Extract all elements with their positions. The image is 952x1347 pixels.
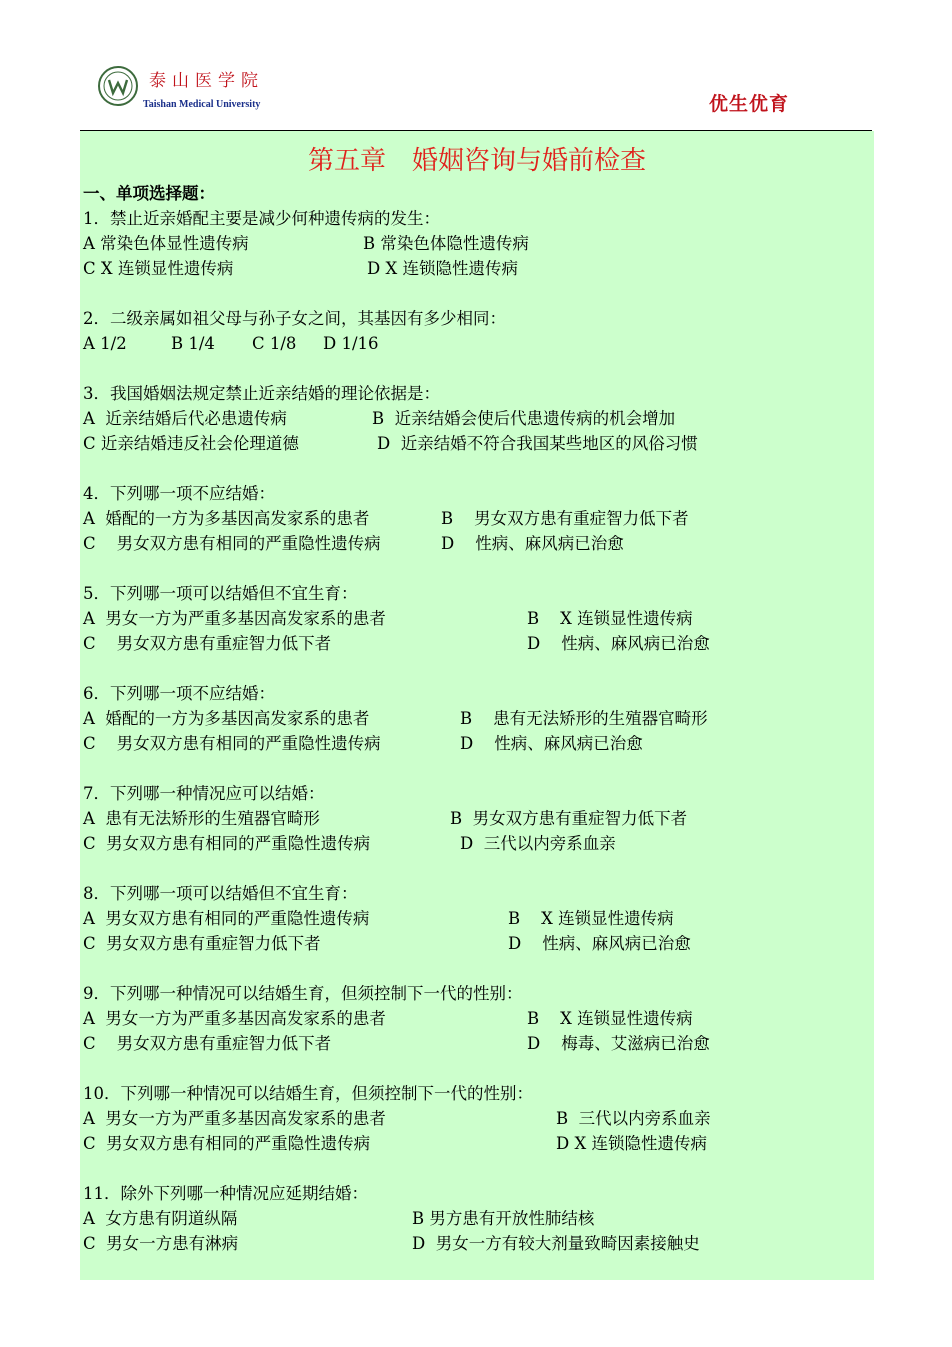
question-5-option-c: C 男女双方患有重症智力低下者 [83, 634, 332, 653]
question-7-option-b: B 男女双方患有重症智力低下者 [450, 809, 688, 828]
question-8-option-d: D 性病、麻风病已治愈 [508, 934, 691, 953]
question-11-option-b: B 男方患有开放性肺结核 [412, 1209, 595, 1228]
question-2-option-a: A 1/2 [83, 334, 127, 353]
question-5-option-a: A 男女一方为严重多基因高发家系的患者 [83, 609, 386, 628]
question-7-option-c: C 男女双方患有相同的严重隐性遗传病 [83, 834, 371, 853]
question-11: 11．除外下列哪一种情况应延期结婚： [83, 1184, 368, 1203]
question-4-option-b: B 男女双方患有重症智力低下者 [441, 509, 689, 528]
question-9-option-b: B X 连锁显性遗传病 [527, 1009, 693, 1028]
question-4-option-c: C 男女双方患有相同的严重隐性遗传病 [83, 534, 381, 553]
question-2: 2．二级亲属如祖父母与孙子女之间，其基因有多少相同： [83, 309, 506, 328]
school-name-en: Taishan Medical University [143, 99, 261, 110]
question-6-option-d: D 性病、麻风病已治愈 [460, 734, 643, 753]
university-logo-icon [98, 66, 138, 106]
question-1-option-d: D X 连锁隐性遗传病 [367, 259, 518, 278]
question-2-option-b: B 1/4 [171, 334, 215, 353]
question-4: 4．下列哪一项不应结婚： [83, 484, 275, 503]
question-2-option-d: D 1/16 [323, 334, 379, 353]
document-body [80, 131, 874, 1280]
question-3: 3．我国婚姻法规定禁止近亲结婚的理论依据是： [83, 384, 440, 403]
question-10-option-a: A 男女一方为严重多基因高发家系的患者 [83, 1109, 386, 1128]
question-3-option-d: D 近亲结婚不符合我国某些地区的风俗习惯 [377, 434, 698, 453]
question-3-option-a: A 近亲结婚后代必患遗传病 [83, 409, 287, 428]
question-5: 5．下列哪一项可以结婚但不宜生育： [83, 584, 358, 603]
question-8-option-a: A 男女双方患有相同的严重隐性遗传病 [83, 909, 370, 928]
question-9-option-d: D 梅毒、艾滋病已治愈 [527, 1034, 710, 1053]
question-4-option-d: D 性病、麻风病已治愈 [441, 534, 624, 553]
course-name: 优生优育 [709, 93, 790, 115]
question-4-option-a: A 婚配的一方为多基因高发家系的患者 [83, 509, 370, 528]
question-6-option-a: A 婚配的一方为多基因高发家系的患者 [83, 709, 370, 728]
question-9-option-a: A 男女一方为严重多基因高发家系的患者 [83, 1009, 386, 1028]
question-10: 10．下列哪一种情况可以结婚生育，但须控制下一代的性别： [83, 1084, 533, 1103]
question-1-option-c: C X 连锁显性遗传病 [83, 259, 234, 278]
chapter-title: 第五章 婚姻咨询与婚前检查 [307, 146, 646, 176]
question-5-option-d: D 性病、麻风病已治愈 [527, 634, 710, 653]
question-5-option-b: B X 连锁显性遗传病 [527, 609, 693, 628]
question-11-option-c: C 男女一方患有淋病 [83, 1234, 239, 1253]
question-6-option-b: B 患有无法矫形的生殖器官畸形 [460, 709, 708, 728]
question-2-option-c: C 1/8 [252, 334, 297, 353]
question-1: 1．禁止近亲婚配主要是减少何种遗传病的发生： [83, 209, 440, 228]
question-1-option-b: B 常染色体隐性遗传病 [363, 234, 529, 253]
question-11-option-a: A 女方患有阴道纵隔 [83, 1209, 238, 1228]
question-3-option-c: C 近亲结婚违反社会伦理道德 [83, 434, 299, 453]
question-7-option-a: A 患有无法矫形的生殖器官畸形 [83, 809, 320, 828]
question-8-option-b: B X 连锁显性遗传病 [508, 909, 674, 928]
question-9-option-c: C 男女双方患有重症智力低下者 [83, 1034, 332, 1053]
question-9: 9．下列哪一种情况可以结婚生育，但须控制下一代的性别： [83, 984, 523, 1003]
school-name-cn: 泰山医学院 [149, 71, 264, 91]
question-6: 6．下列哪一项不应结婚： [83, 684, 275, 703]
section-heading: 一、单项选择题： [83, 184, 215, 203]
question-7: 7．下列哪一种情况应可以结婚： [83, 784, 325, 803]
question-10-option-c: C 男女双方患有相同的严重隐性遗传病 [83, 1134, 371, 1153]
question-7-option-d: D 三代以内旁系血亲 [460, 834, 616, 853]
question-8-option-c: C 男女双方患有重症智力低下者 [83, 934, 321, 953]
question-3-option-b: B 近亲结婚会使后代患遗传病的机会增加 [372, 409, 676, 428]
question-11-option-d: D 男女一方有较大剂量致畸因素接触史 [412, 1234, 700, 1253]
question-6-option-c: C 男女双方患有相同的严重隐性遗传病 [83, 734, 381, 753]
question-10-option-b: B 三代以内旁系血亲 [556, 1109, 711, 1128]
question-10-option-d: D X 连锁隐性遗传病 [556, 1134, 707, 1153]
question-8: 8．下列哪一项可以结婚但不宜生育： [83, 884, 358, 903]
question-1-option-a: A 常染色体显性遗传病 [83, 234, 249, 253]
